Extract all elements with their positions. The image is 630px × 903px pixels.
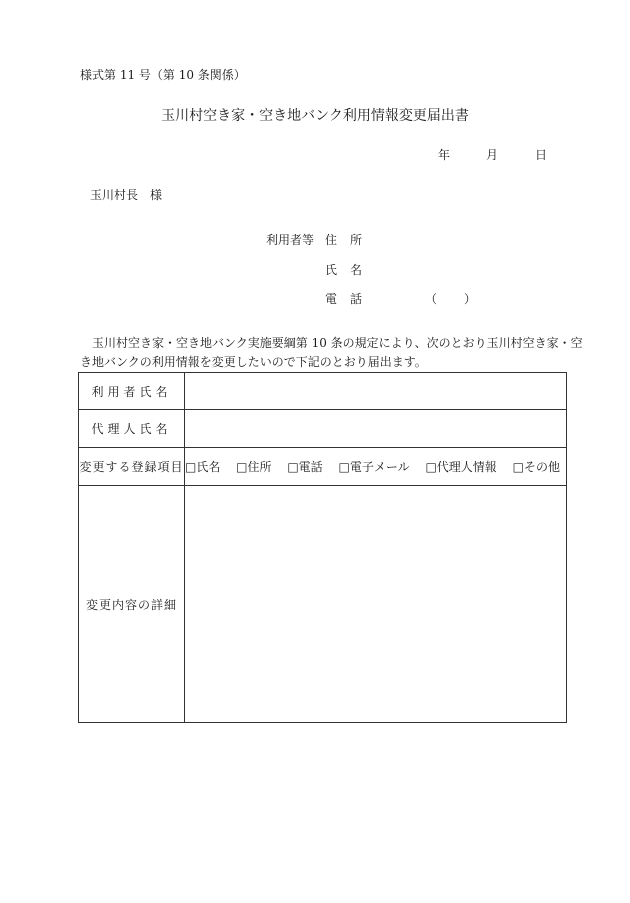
- phone-label-2: 話: [350, 292, 363, 306]
- option-phone-checkbox[interactable]: □電話: [287, 460, 323, 474]
- change-items-label: 変更する登録項目: [79, 448, 185, 486]
- date-month-label: 月: [486, 148, 499, 162]
- option-agent-info-checkbox[interactable]: □代理人情報: [425, 460, 497, 474]
- intro-line-1: 玉川村空き家・空き地バンク実施要綱第 10 条の規定により、次のとおり玉川村空き家・空: [80, 336, 583, 350]
- table-row-user-name: [79, 373, 567, 410]
- option-name-checkbox[interactable]: □氏名: [185, 460, 221, 474]
- phone-paren-open: （: [425, 292, 438, 306]
- agent-name-label: 代理人氏名: [79, 410, 185, 448]
- address-label-1: 住: [325, 233, 338, 247]
- change-details-label: 変更内容の詳細: [79, 486, 185, 723]
- form-table: [78, 372, 567, 723]
- table-row-change-items: [79, 448, 567, 486]
- name-label-1: 氏: [325, 263, 338, 277]
- phone-paren-close: ）: [464, 292, 477, 306]
- option-other-checkbox[interactable]: □その他: [512, 460, 560, 474]
- document-title: 玉川村空き家・空き地バンク利用情報変更届出書: [161, 108, 469, 124]
- user-name-label: 利用者氏名: [79, 373, 185, 410]
- change-items-options: [185, 448, 567, 486]
- applicant-label: 利用者等: [266, 233, 315, 247]
- option-email-checkbox[interactable]: □電子メール: [338, 460, 410, 474]
- table-row-agent-name: [79, 410, 567, 448]
- name-label-2: 名: [350, 263, 363, 277]
- date-year-label: 年: [438, 148, 451, 162]
- option-address-checkbox[interactable]: □住所: [236, 460, 272, 474]
- intro-line-2: き地バンクの利用情報を変更したいので下記のとおり届出ます。: [80, 355, 427, 369]
- addressee: 玉川村長 様: [90, 188, 163, 202]
- intro-paragraph: [80, 334, 583, 372]
- form-number: 様式第 11 号（第 10 条関係）: [80, 68, 246, 82]
- agent-name-field[interactable]: [185, 410, 567, 448]
- change-details-field[interactable]: [185, 486, 567, 723]
- address-label-2: 所: [350, 233, 363, 247]
- phone-label-1: 電: [325, 292, 338, 306]
- date-day-label: 日: [535, 148, 548, 162]
- table-row-change-details: [79, 486, 567, 723]
- user-name-field[interactable]: [185, 373, 567, 410]
